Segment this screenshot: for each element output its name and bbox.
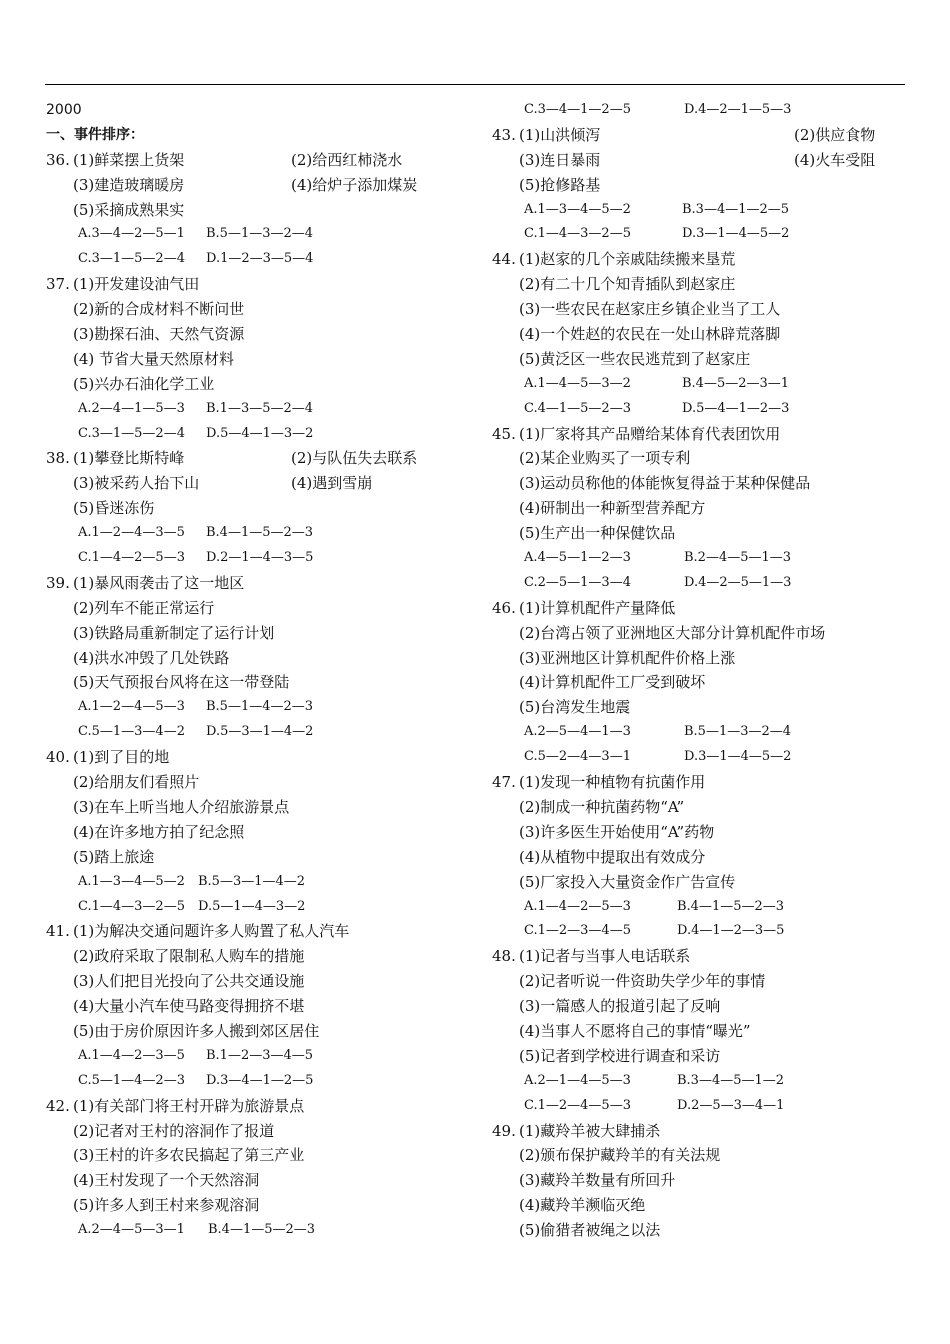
question-45 <box>492 422 912 596</box>
options-row <box>46 870 476 895</box>
question-number: 39. <box>46 573 70 592</box>
question-41 <box>46 919 476 1093</box>
question-item-line <box>46 297 476 322</box>
question-first-line <box>492 944 912 969</box>
option-d: D.5—4—1—2—3 <box>682 400 790 416</box>
option-a: A.1—3—4—5—2 <box>78 873 185 889</box>
question-item-line <box>492 994 912 1019</box>
options-row <box>46 1218 476 1243</box>
question-item: (3)连日暴雨 <box>519 150 601 169</box>
question-item-line <box>492 1218 912 1243</box>
options-row <box>46 247 476 272</box>
question-item: (2)政府采取了限制私人购车的措施 <box>73 947 305 966</box>
options-row <box>492 745 912 770</box>
question-item: (5)生产出一种保健饮品 <box>519 524 676 543</box>
option-c: C.3—1—5—2—4 <box>78 251 185 267</box>
question-item: (5)踏上旅途 <box>73 847 155 866</box>
question-first-line <box>492 770 912 795</box>
question-item: (5)黄泛区一些农民逃荒到了赵家庄 <box>519 349 751 368</box>
question-item-line <box>492 347 912 372</box>
question-number: 38. <box>46 449 70 468</box>
question-number: 45. <box>492 424 516 443</box>
option-a: A.1—2—4—5—3 <box>78 699 185 715</box>
option-b: B.5—1—4—2—3 <box>206 699 314 715</box>
question-item: (3)一篇感人的报道引起了反响 <box>519 997 721 1016</box>
question-item-line <box>46 322 476 347</box>
question-item-line <box>492 1143 912 1168</box>
question-first-line <box>46 446 476 471</box>
option-a: A.1—4—2—5—3 <box>524 898 631 914</box>
section-title: 一、事件排序： <box>46 126 144 143</box>
question-48 <box>492 944 912 1118</box>
question-item: (5)由于房价原因许多人搬到郊区居住 <box>73 1021 320 1040</box>
question-first-line <box>492 1119 912 1144</box>
question-item: (3)亚洲地区计算机配件价格上涨 <box>519 648 736 667</box>
question-item: (1)发现一种植物有抗菌作用 <box>519 773 706 792</box>
question-item: (5)偷猎者被绳之以法 <box>519 1221 661 1240</box>
question-item: (4) 节省大量天然原材料 <box>73 349 235 368</box>
question-item-line <box>492 1193 912 1218</box>
question-item: (2)有二十几个知青插队到赵家庄 <box>519 275 736 294</box>
question-item: (2)记者对王村的溶洞作了报道 <box>73 1121 275 1140</box>
question-item: (4)在许多地方拍了纪念照 <box>73 822 245 841</box>
option-b: B.4—1—5—2—3 <box>677 898 785 914</box>
question-item: (1)鲜菜摆上货架 <box>73 150 185 169</box>
option-d: D.5—3—1—4—2 <box>206 724 314 740</box>
options-row <box>46 222 476 247</box>
question-item: (3)建造玻璃暖房 <box>73 175 185 194</box>
option-c: C.1—4—2—5—3 <box>78 550 185 566</box>
question-item-line <box>46 198 476 223</box>
question-item-line <box>492 695 912 720</box>
question-item-line <box>46 621 476 646</box>
option-c: C.5—2—4—3—1 <box>524 749 631 765</box>
option-a: A.2—5—4—1—3 <box>524 724 631 740</box>
question-number: 41. <box>46 922 70 941</box>
options-row <box>46 1044 476 1069</box>
question-item: (1)攀登比斯特峰 <box>73 449 185 468</box>
question-item: (3)许多医生开始使用“A”药物 <box>519 822 715 841</box>
options-row <box>492 919 912 944</box>
options-row <box>46 895 476 920</box>
option-c: C.5—1—3—4—2 <box>78 724 185 740</box>
question-item-line <box>492 969 912 994</box>
question-first-line <box>492 247 912 272</box>
question-number: 37. <box>46 275 70 294</box>
right-questions <box>492 123 912 1243</box>
option-b: B.1—2—3—4—5 <box>206 1047 314 1063</box>
question-item: (3)王村的许多农民搞起了第三产业 <box>73 1146 305 1165</box>
question-item: (4)一个姓赵的农民在一处山林辟荒落脚 <box>519 325 781 344</box>
question-item-line <box>46 496 476 521</box>
question-item-line <box>492 621 912 646</box>
question-item: (1)暴风雨袭击了这一地区 <box>73 573 245 592</box>
question-item: (5)许多人到王村来参观溶洞 <box>73 1196 260 1215</box>
question-item: (3)被采药人抬下山 <box>73 474 200 493</box>
options-row <box>492 1069 912 1094</box>
question-item-line <box>46 994 476 1019</box>
question-item-line <box>46 1119 476 1144</box>
question-item: (4)从植物中提取出有效成分 <box>519 847 706 866</box>
question-item: (1)为解决交通问题许多人购置了私人汽车 <box>73 922 350 941</box>
question-item-line <box>46 944 476 969</box>
question-item: (2)制成一种抗菌药物“A” <box>519 797 685 816</box>
question-number: 48. <box>492 947 516 966</box>
options-row <box>46 397 476 422</box>
question-item-line <box>492 845 912 870</box>
question-item-line <box>492 670 912 695</box>
option-d: D.1—2—3—5—4 <box>206 251 314 267</box>
question-item: (1)赵家的几个亲戚陆续搬来垦荒 <box>519 250 736 269</box>
question-first-line <box>492 422 912 447</box>
question-item: (1)记者与当事人电话联系 <box>519 947 691 966</box>
option-c: C.2—5—1—3—4 <box>524 574 631 590</box>
options-row <box>46 1069 476 1094</box>
option-a: A.1—3—4—5—2 <box>524 201 631 217</box>
question-number: 47. <box>492 773 516 792</box>
options-row <box>492 222 912 247</box>
options-row <box>46 521 476 546</box>
question-item: (1)藏羚羊被大肆捕杀 <box>519 1121 661 1140</box>
question-number: 42. <box>46 1096 70 1115</box>
question-item: (1)山洪倾泻 <box>519 125 601 144</box>
question-item-line <box>46 347 476 372</box>
options-row <box>492 546 912 571</box>
question-first-line <box>492 596 912 621</box>
option-a: A.2—4—1—5—3 <box>78 400 185 416</box>
question-item: (5)抢修路基 <box>519 175 601 194</box>
question-item: (5)厂家投入大量资金作广告宣传 <box>519 872 736 891</box>
question-item: (2)给朋友们看照片 <box>73 773 200 792</box>
option-b: B.1—3—5—2—4 <box>206 400 314 416</box>
left-column <box>46 98 476 1243</box>
option-b: B.4—1—5—2—3 <box>206 525 314 541</box>
options-row <box>46 720 476 745</box>
question-number: 40. <box>46 748 70 767</box>
question-item: (2)列车不能正常运行 <box>73 598 215 617</box>
question-first-line <box>46 745 476 770</box>
question-first-line <box>46 919 476 944</box>
question-item-right: (2)与队伍失去联系 <box>291 449 418 468</box>
question-item-line <box>46 1168 476 1193</box>
question-first-line <box>46 148 476 173</box>
question-item: (2)颁布保护藏羚羊的有关法规 <box>519 1146 721 1165</box>
option-a: A.1—2—4—3—5 <box>78 525 185 541</box>
question-first-line <box>46 1094 476 1119</box>
question-item: (3)人们把目光投向了公共交通设施 <box>73 972 305 991</box>
question-item: (5)记者到学校进行调查和采访 <box>519 1046 721 1065</box>
question-item-line <box>46 969 476 994</box>
option-b: B.4—1—5—2—3 <box>208 1222 316 1238</box>
option-b: B.2—4—5—1—3 <box>684 550 792 566</box>
header-rule <box>45 84 905 85</box>
question-44 <box>492 247 912 421</box>
question-item-line <box>46 596 476 621</box>
question-item: (4)计算机配件工厂受到破坏 <box>519 673 706 692</box>
options-row <box>492 895 912 920</box>
question-number: 36. <box>46 150 70 169</box>
option-c: C.3—1—5—2—4 <box>78 425 185 441</box>
question-39 <box>46 571 476 745</box>
options-row <box>492 1094 912 1119</box>
options-row <box>492 720 912 745</box>
question-37 <box>46 272 476 446</box>
question-item-line <box>46 670 476 695</box>
options-row <box>46 546 476 571</box>
question-item-right: (2)给西红柿浇水 <box>291 150 403 169</box>
option-a: A.1—4—5—3—2 <box>524 375 631 391</box>
question-item-line <box>492 297 912 322</box>
question-item-line <box>492 148 912 173</box>
question-43 <box>492 123 912 247</box>
option-d: D.4—2—1—5—3 <box>684 102 792 117</box>
question-number: 46. <box>492 598 516 617</box>
question-item: (4)洪水冲毁了几处铁路 <box>73 648 230 667</box>
question-item: (3)勘探石油、天然气资源 <box>73 325 245 344</box>
option-d: D.3—4—1—2—5 <box>206 1072 314 1088</box>
left-questions <box>46 148 476 1243</box>
question-item: (1)到了目的地 <box>73 748 170 767</box>
question-item-line <box>492 446 912 471</box>
question-item-line <box>46 845 476 870</box>
option-d: D.2—5—3—4—1 <box>677 1097 785 1113</box>
question-item: (3)一些农民在赵家庄乡镇企业当了工人 <box>519 300 781 319</box>
question-item-right: (4)火车受阻 <box>794 150 876 169</box>
question-item: (3)铁路局重新制定了运行计划 <box>73 623 275 642</box>
question-item-line <box>492 322 912 347</box>
question-first-line <box>46 571 476 596</box>
option-c: C.1—4—3—2—5 <box>78 898 185 914</box>
question-item-line <box>46 1019 476 1044</box>
option-b: B.4—5—2—3—1 <box>682 375 790 391</box>
option-c: C.1—2—4—5—3 <box>524 1097 631 1113</box>
option-a: A.3—4—2—5—1 <box>78 226 185 242</box>
option-b: B.5—3—1—4—2 <box>198 873 306 889</box>
question-item-line <box>46 173 476 198</box>
question-item: (4)王村发现了一个天然溶洞 <box>73 1171 260 1190</box>
question-number: 43. <box>492 125 516 144</box>
question-first-line <box>492 123 912 148</box>
option-d: D.2—1—4—3—5 <box>206 550 314 566</box>
question-item-line <box>46 646 476 671</box>
question-item-right: (4)给炉子添加煤炭 <box>291 175 418 194</box>
question-item-line <box>492 173 912 198</box>
options-row <box>46 695 476 720</box>
question-38 <box>46 446 476 570</box>
options-row <box>492 372 912 397</box>
option-a: A.1—4—2—3—5 <box>78 1047 185 1063</box>
options-row <box>492 397 912 422</box>
question-item: (5)采摘成熟果实 <box>73 200 185 219</box>
question-46 <box>492 596 912 770</box>
question-item-line <box>492 820 912 845</box>
option-d: D.3—1—4—5—2 <box>684 749 792 765</box>
question-item-line <box>46 471 476 496</box>
option-c: C.1—2—3—4—5 <box>524 923 631 939</box>
question-item-line <box>46 1143 476 1168</box>
question-item: (5)天气预报台风将在这一带登陆 <box>73 673 290 692</box>
question-item: (4)大量小汽车使马路变得拥挤不堪 <box>73 997 305 1016</box>
option-b: B.3—4—5—1—2 <box>677 1072 785 1088</box>
question-item-line <box>492 1019 912 1044</box>
options-row <box>46 422 476 447</box>
question-item-right: (2)供应食物 <box>794 125 876 144</box>
question-item: (5)兴办石油化学工业 <box>73 374 215 393</box>
option-d: D.5—4—1—3—2 <box>206 425 314 441</box>
option-b: B.3—4—1—2—5 <box>682 201 790 217</box>
question-item-line <box>492 496 912 521</box>
question-item: (4)藏羚羊濒临灭绝 <box>519 1196 646 1215</box>
option-a: A.2—1—4—5—3 <box>524 1072 631 1088</box>
option-b: B.5—1—3—2—4 <box>684 724 792 740</box>
question-item-line <box>46 770 476 795</box>
question-item: (5)昏迷冻伤 <box>73 499 155 518</box>
question-item-line <box>46 820 476 845</box>
right-column <box>492 98 912 1243</box>
question-item-right: (4)遇到雪崩 <box>291 474 373 493</box>
question-item-line <box>492 521 912 546</box>
question-item-line <box>492 646 912 671</box>
options-row <box>492 198 912 223</box>
question-item: (1)开发建设油气田 <box>73 275 200 294</box>
question-item: (2)台湾占领了亚洲地区大部分计算机配件市场 <box>519 623 826 642</box>
question-item: (3)藏羚羊数量有所回升 <box>519 1171 676 1190</box>
option-c: C.4—1—5—2—3 <box>524 400 631 416</box>
question-item-line <box>492 272 912 297</box>
option-d: D.4—1—2—3—5 <box>677 923 785 939</box>
question-item: (1)计算机配件产量降低 <box>519 598 676 617</box>
question-number: 44. <box>492 250 516 269</box>
option-c: C.5—1—4—2—3 <box>78 1072 185 1088</box>
question-item-line <box>46 372 476 397</box>
carry-options-row <box>492 98 912 123</box>
option-c: C.3—4—1—2—5 <box>524 102 631 117</box>
question-item: (4)当事人不愿将自己的事情“曝光” <box>519 1021 751 1040</box>
option-d: D.3—1—4—5—2 <box>682 226 790 242</box>
options-row <box>492 571 912 596</box>
question-item: (2)新的合成材料不断问世 <box>73 300 245 319</box>
question-item: (1)有关部门将王村开辟为旅游景点 <box>73 1096 305 1115</box>
question-item: (2)记者听说一件资助失学少年的事情 <box>519 972 766 991</box>
question-47 <box>492 770 912 944</box>
question-number: 49. <box>492 1121 516 1140</box>
question-item: (3)在车上听当地人介绍旅游景点 <box>73 797 290 816</box>
option-d: D.4—2—5—1—3 <box>684 574 792 590</box>
question-item: (2)某企业购买了一项专利 <box>519 449 691 468</box>
option-b: B.5—1—3—2—4 <box>206 226 314 242</box>
question-item: (4)研制出一种新型营养配方 <box>519 499 706 518</box>
question-item-line <box>492 1044 912 1069</box>
year-label: 2000 <box>46 102 82 118</box>
question-item-line <box>492 870 912 895</box>
question-item-line <box>492 795 912 820</box>
question-49 <box>492 1119 912 1243</box>
option-c: C.1—4—3—2—5 <box>524 226 631 242</box>
question-item: (1)厂家将其产品赠给某体育代表团饮用 <box>519 424 781 443</box>
question-40 <box>46 745 476 919</box>
question-item: (3)运动员称他的体能恢复得益于某种保健品 <box>519 474 811 493</box>
question-item-line <box>492 471 912 496</box>
option-a: A.4—5—1—2—3 <box>524 550 631 566</box>
option-d: D.5—1—4—3—2 <box>198 898 306 914</box>
question-item: (5)台湾发生地震 <box>519 698 631 717</box>
option-a: A.2—4—5—3—1 <box>78 1222 185 1238</box>
question-first-line <box>46 272 476 297</box>
question-42 <box>46 1094 476 1243</box>
question-item-line <box>46 1193 476 1218</box>
question-36 <box>46 148 476 272</box>
question-item-line <box>492 1168 912 1193</box>
question-item-line <box>46 795 476 820</box>
